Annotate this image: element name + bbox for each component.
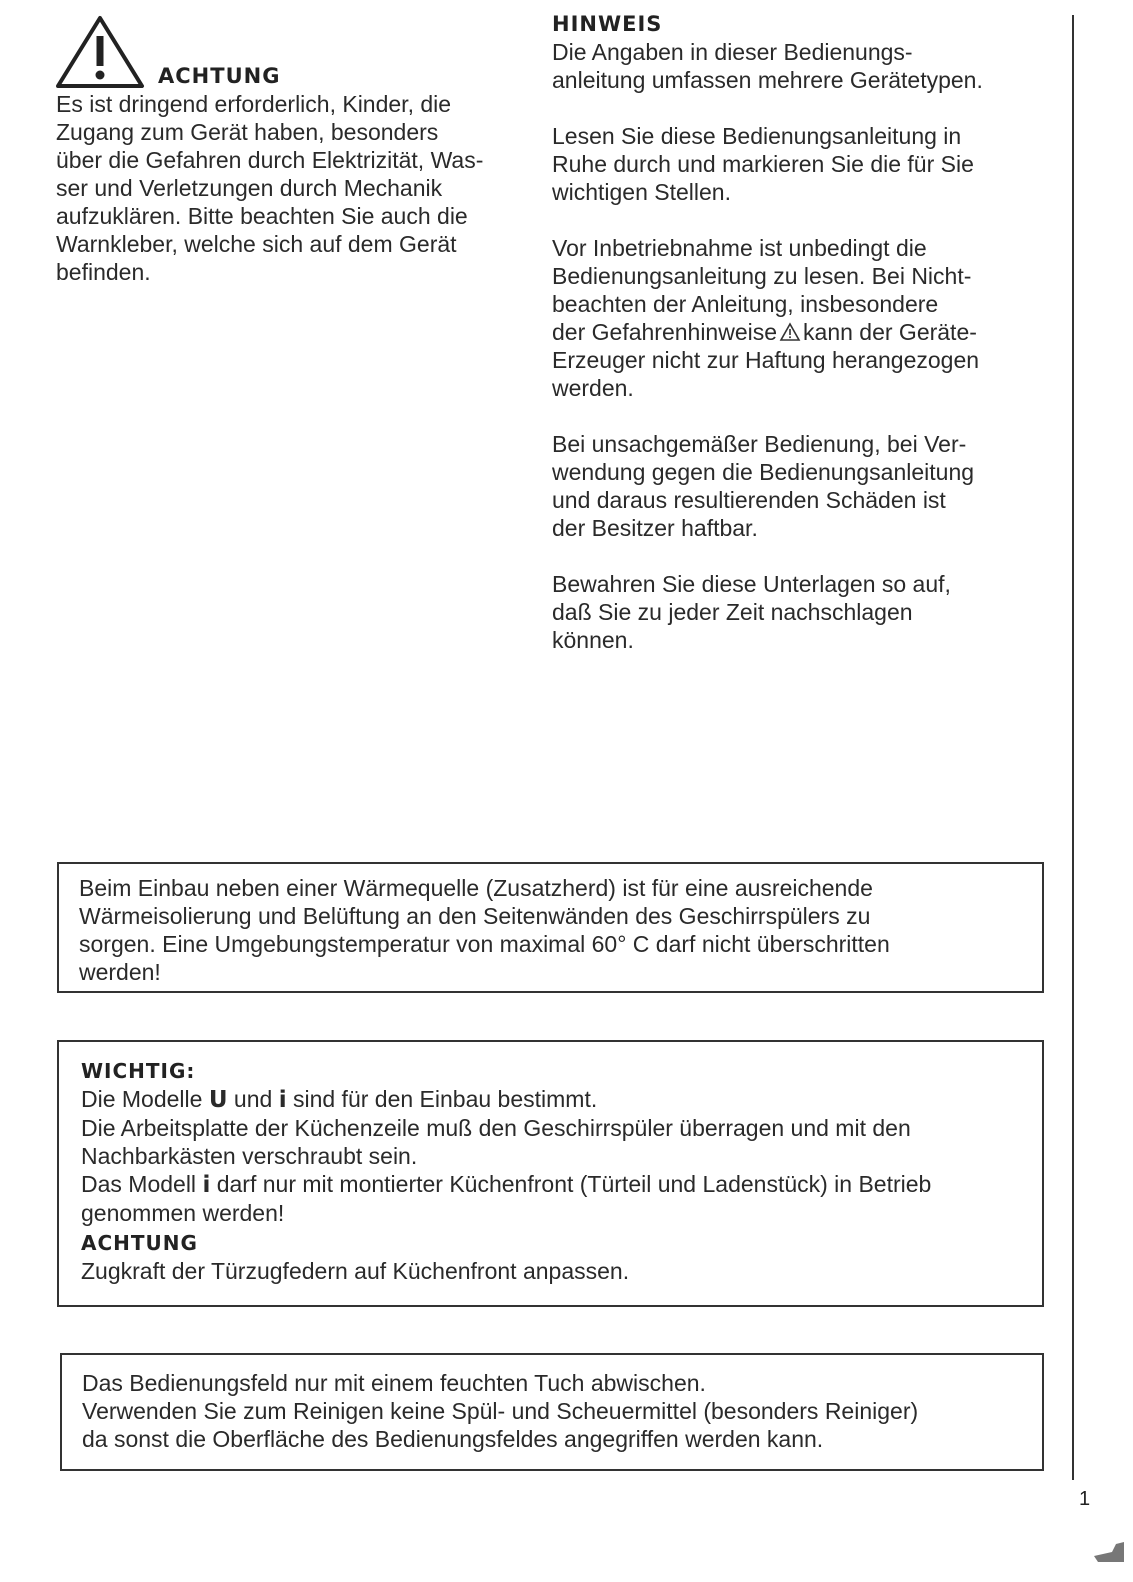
cleaning-notice-box (60, 1353, 1044, 1471)
text-line: können. (552, 627, 634, 653)
page-number: 1 (1079, 1488, 1091, 1510)
model-u-label: U (208, 1087, 228, 1113)
text-fragment: und (227, 1086, 279, 1112)
text-line: der Besitzer haftbar. (552, 515, 758, 541)
text-line: Lesen Sie diese Bedienungsanleitung in (552, 123, 962, 149)
text-line: Warnkleber, welche sich auf dem Gerät (56, 231, 457, 257)
text-line: Zugkraft der Türzugfedern auf Küchenfront anpassen. (81, 1258, 630, 1284)
text-line: Bei unsachgemäßer Bedienung, bei Ver- (552, 431, 967, 457)
text-line: Bewahren Sie diese Unterlagen so auf, (552, 571, 951, 597)
text-line: und daraus resultierenden Schäden ist (552, 487, 946, 513)
text-line: Wärmeisolierung und Belüftung an den Seitenwänden des Geschirrspülers zu (79, 903, 871, 929)
text-line (552, 318, 983, 346)
margin-rule (1072, 15, 1074, 1480)
text-line: Vor Inbetriebnahme ist unbedingt die (552, 235, 927, 261)
text-line: über die Gefahren durch Elektrizität, Was- (56, 147, 484, 173)
text-line: aufzuklären. Bitte beachten Sie auch die (56, 203, 468, 229)
text-line: daß Sie zu jeder Zeit nachschlagen (552, 599, 913, 625)
hinweis-paragraph (552, 122, 983, 206)
model-i-label: i (278, 1087, 287, 1113)
text-line: wendung gegen die Bedienungsanleitung (552, 459, 975, 485)
text-fragment: kann der Geräte- (803, 319, 977, 345)
achtung-heading: ACHTUNG (158, 64, 281, 88)
warning-triangle-icon (779, 322, 801, 342)
scan-corner-mark (1094, 1540, 1124, 1562)
hinweis-paragraph (552, 38, 983, 94)
text-line: anleitung umfassen mehrere Gerätetypen. (552, 67, 983, 93)
text-line: ser und Verletzungen durch Mechanik (56, 175, 443, 201)
text-line: Das Bedienungsfeld nur mit einem feuchten Tuch abwischen. (82, 1370, 706, 1396)
text-line: da sonst die Oberfläche des Bedienungsfeldes angegriffen werden kann. (82, 1426, 824, 1452)
text-line: Verwenden Sie zum Reinigen keine Spül- und Scheuermittel (besonders Reiniger) (82, 1398, 919, 1424)
text-line: Erzeuger nicht zur Haftung herangezogen (552, 347, 980, 373)
text-fragment: Die Modelle (81, 1086, 209, 1112)
hinweis-section (552, 38, 983, 682)
text-line: werden! (79, 959, 161, 985)
model-i-label: i (202, 1172, 211, 1198)
hinweis-paragraph (552, 430, 983, 542)
text-fragment: darf nur mit montierter Küchenfront (Türteil und Ladenstück) in Betrieb (210, 1171, 932, 1197)
text-line: werden. (552, 375, 634, 401)
text-line (81, 1170, 1022, 1199)
text-fragment: Das Modell (81, 1171, 203, 1197)
wichtig-heading: WICHTIG: (81, 1059, 196, 1083)
text-line: Nachbarkästen verschraubt sein. (81, 1143, 418, 1169)
text-line (81, 1085, 1022, 1114)
text-line: beachten der Anleitung, insbesondere (552, 291, 939, 317)
text-fragment: der Gefahrenhinweise (552, 319, 778, 345)
text-line: Die Angaben in dieser Bedienungs- (552, 39, 913, 65)
warning-triangle-icon (54, 14, 146, 90)
text-line: Zugang zum Gerät haben, besonders (56, 119, 439, 145)
text-line: Die Arbeitsplatte der Küchenzeile muß den Geschirrspüler überragen und mit den (81, 1115, 911, 1141)
hinweis-heading: HINWEIS (552, 12, 663, 36)
text-line: wichtigen Stellen. (552, 179, 731, 205)
hinweis-paragraph (552, 234, 983, 402)
text-line: sorgen. Eine Umgebungstemperatur von maximal 60° C darf nicht überschritten (79, 931, 890, 957)
text-line: Bedienungsanleitung zu lesen. Bei Nicht- (552, 263, 972, 289)
hinweis-paragraph (552, 570, 983, 654)
achtung-subheading: ACHTUNG (81, 1231, 198, 1255)
important-notice-box (57, 1040, 1044, 1307)
text-line: genommen werden! (81, 1200, 285, 1226)
heat-source-notice-box (57, 862, 1044, 993)
warning-paragraph (56, 90, 483, 286)
text-line: Ruhe durch und markieren Sie die für Sie (552, 151, 974, 177)
text-fragment: sind für den Einbau bestimmt. (286, 1086, 598, 1112)
text-line: befinden. (56, 259, 151, 285)
text-line: Beim Einbau neben einer Wärmequelle (Zusatzherd) ist für eine ausreichende (79, 875, 873, 901)
text-line: Es ist dringend erforderlich, Kinder, die (56, 91, 452, 117)
